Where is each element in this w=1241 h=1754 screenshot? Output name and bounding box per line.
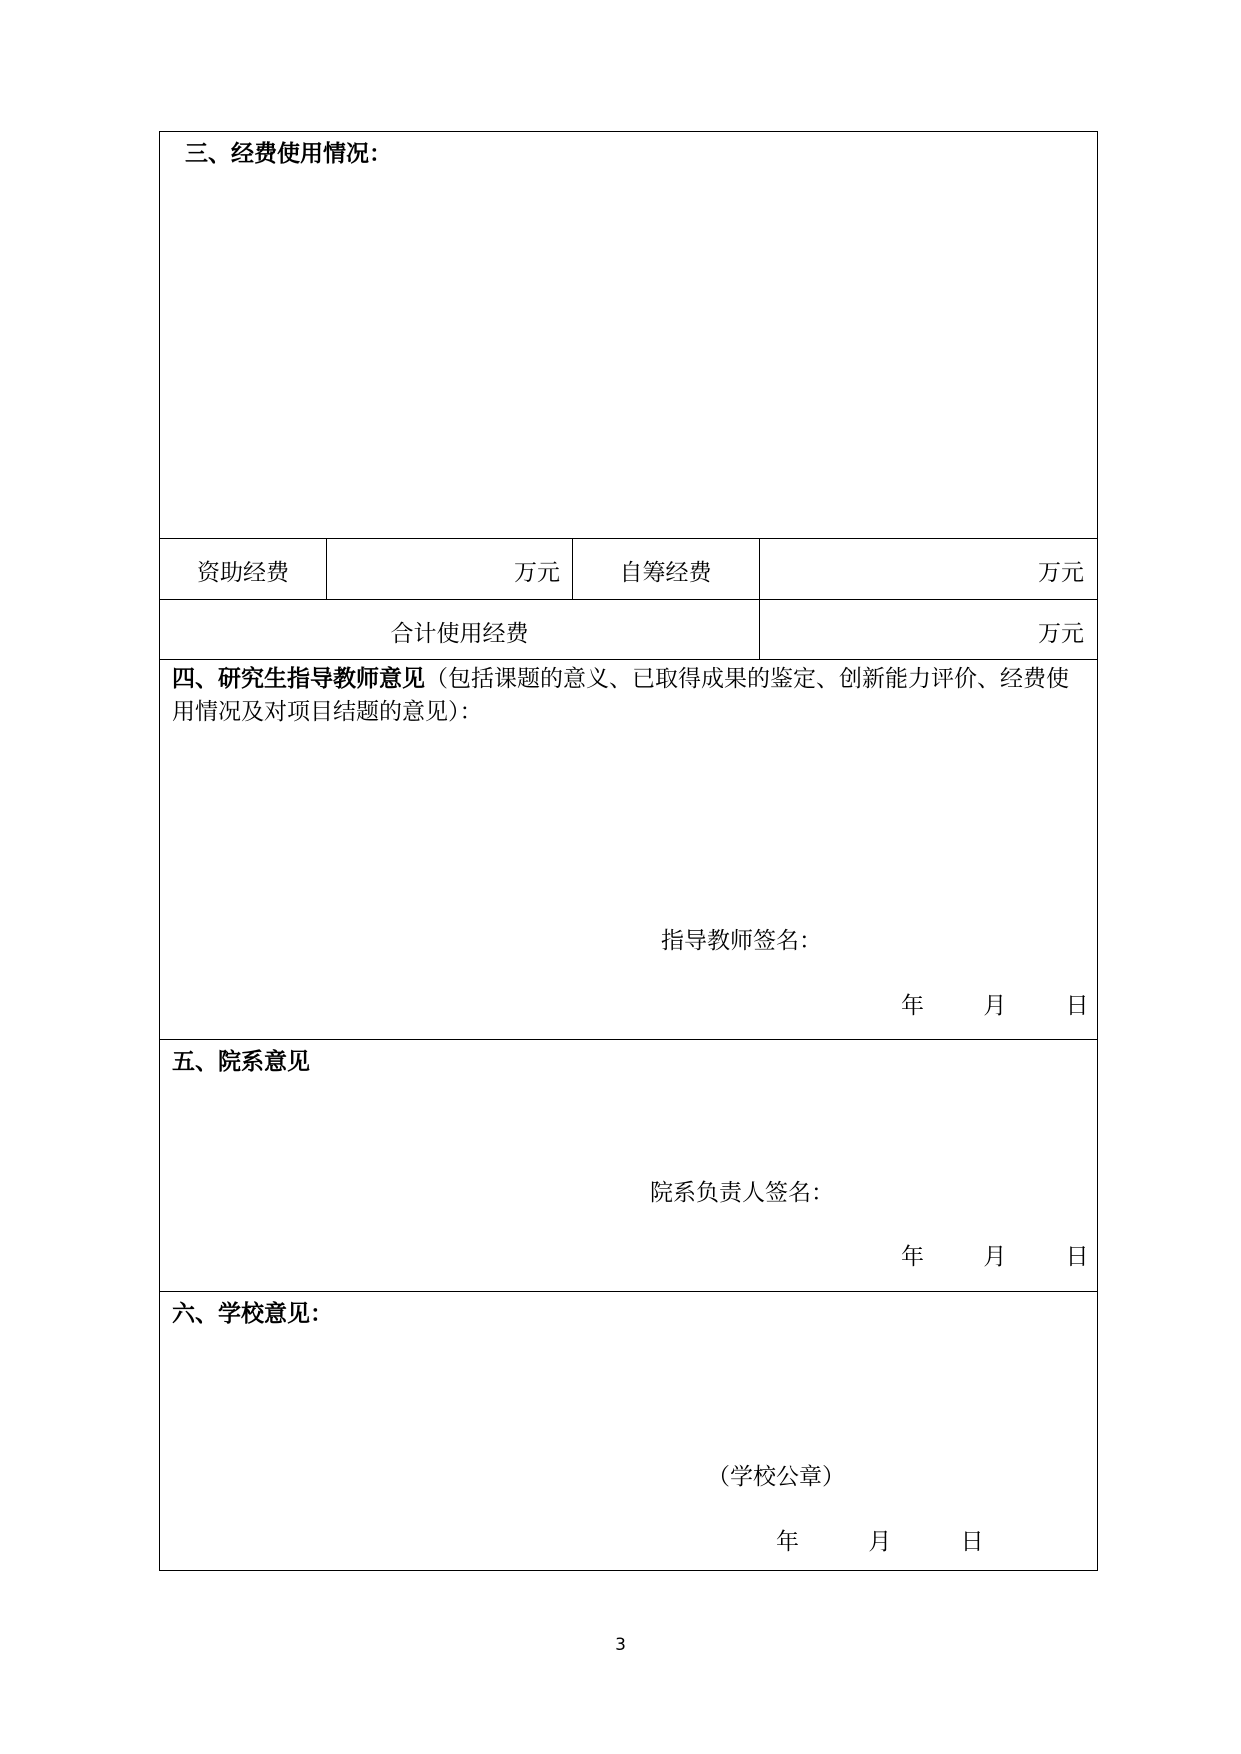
total-label: 合计使用经费 (390, 621, 529, 647)
section4-heading-bold: 四、研究生指导教师意见 (172, 665, 425, 692)
total-unit: 万元 (1038, 621, 1084, 647)
section4-heading (172, 662, 1085, 729)
date-month: 月 (983, 993, 1007, 1019)
date-month: 月 (868, 1529, 892, 1555)
section6-school-opinion (160, 1291, 1097, 1572)
school-seal-label: （学校公章） (707, 1464, 845, 1490)
date-year: 年 (776, 1529, 799, 1555)
date-year: 年 (901, 1244, 924, 1270)
date-month: 月 (983, 1244, 1007, 1270)
school-date (776, 1523, 984, 1556)
self-funded-label: 自筹经费 (619, 560, 712, 586)
date-day: 日 (1065, 993, 1089, 1019)
section3-funding-usage (160, 132, 1097, 538)
funded-unit: 万元 (514, 560, 560, 586)
page-number: 3 (615, 1635, 626, 1655)
date-year: 年 (901, 993, 924, 1019)
self-funded-unit: 万元 (1038, 560, 1084, 586)
advisor-signature-label: 指导教师签名： (661, 928, 822, 954)
department-signature-label: 院系负责人签名： (650, 1180, 834, 1206)
department-date (901, 1238, 1089, 1271)
funded-label: 资助经费 (197, 560, 289, 586)
section5-department-opinion (160, 1039, 1097, 1291)
total-funding-row (160, 599, 1097, 659)
section6-heading: 六、学校意见： (172, 1300, 333, 1327)
section4-heading-detail: （包括课题的意义、已取得成果的鉴定、创新能力评价、经费使用情况及对项目结题的意见）： (172, 666, 1069, 725)
section5-heading: 五、院系意见 (172, 1048, 310, 1075)
advisor-date (901, 987, 1089, 1020)
section3-heading: 三、经费使用情况： (185, 140, 392, 167)
funding-row (160, 538, 1097, 599)
section4-advisor-opinion (160, 659, 1097, 1039)
date-day: 日 (960, 1529, 984, 1555)
date-day: 日 (1065, 1244, 1089, 1270)
approval-form-table (159, 131, 1098, 1571)
